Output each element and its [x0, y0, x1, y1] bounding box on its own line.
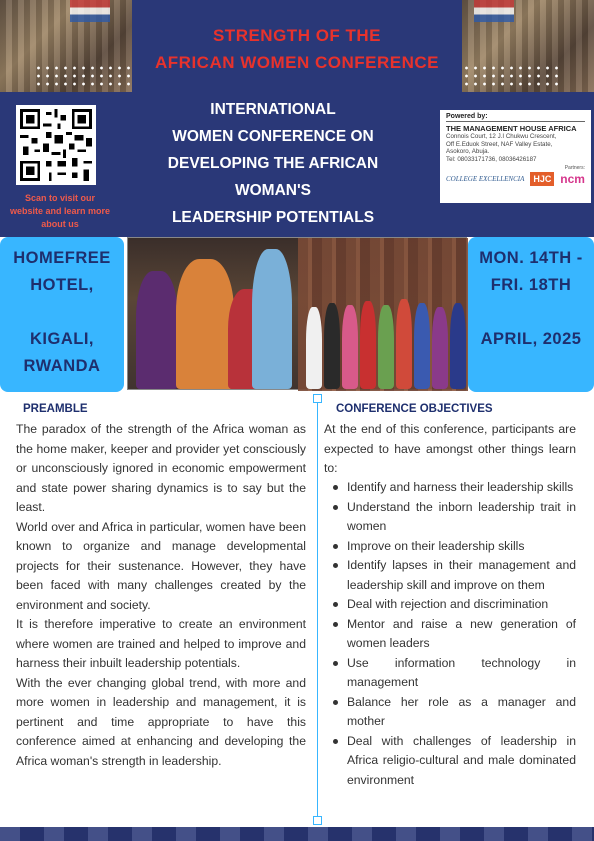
footer-banner [0, 827, 594, 841]
partners-label: Partners: [564, 165, 585, 171]
decorative-photo-right [462, 0, 594, 92]
preamble-heading: PREAMBLE [23, 403, 88, 415]
objective-item: Identify and harness their leadership skills [332, 478, 576, 498]
preamble-body [16, 420, 306, 771]
objective-item: Improve on their leadership skills [332, 537, 576, 557]
sponsor-address [446, 133, 585, 163]
date-line: MON. 14TH - [479, 249, 583, 267]
conference-subtitle [140, 96, 406, 258]
venue-line: RWANDA [23, 357, 101, 375]
group-photo [127, 237, 467, 390]
venue-line: KIGALI, [30, 330, 94, 348]
date-line: APRIL, 2025 [480, 330, 582, 348]
preamble-paragraph: The paradox of the strength of the Africa woman as the home maker, keeper and provider yet consciously or unconsciously ignored in economic empowerment and state power sharing dynamics is to say but the least. [16, 422, 306, 514]
dot-pattern [462, 64, 558, 88]
preamble-paragraph: It is therefore imperative to create an environment where women are trained and helped to improve and harness their inbuilt leadership potentials. [16, 617, 306, 670]
venue-panel [0, 237, 124, 392]
objectives-list [332, 478, 576, 790]
header-banner [0, 0, 594, 237]
dot-pattern [34, 64, 130, 88]
conference-title-line2: AFRICAN WOMEN CONFERENCE [155, 53, 439, 72]
dates-panel [468, 237, 594, 392]
college-excellencia-logo: COLLEGE EXCELLENCIA [446, 175, 525, 183]
column-divider [317, 398, 318, 822]
subtitle-line: INTERNATIONAL [210, 101, 336, 118]
subtitle-line: WOMEN CONFERENCE ON [172, 128, 374, 145]
objective-item: Identify lapses in their management and leadership skill and improve on them [332, 556, 576, 595]
sponsor-card [440, 110, 591, 203]
date-line: FRI. 18TH [490, 276, 572, 294]
venue-line: HOMEFREE [13, 249, 111, 267]
powered-by-label: Powered by: [446, 113, 585, 122]
subtitle-line: LEADERSHIP POTENTIALS [171, 209, 375, 226]
conference-title-line1: STRENGTH OF THE [212, 26, 382, 45]
partner-logos [446, 172, 585, 186]
sponsor-phone: Tel: 08033171736, 08036426187 [446, 155, 537, 163]
sponsor-org-name: THE MANAGEMENT HOUSE AFRICA [446, 124, 577, 133]
objective-item: Mentor and raise a new generation of women leaders [332, 615, 576, 654]
objective-item: Deal with challenges of leadership in Africa religio-cultural and male dominated environment [332, 732, 576, 791]
preamble-paragraph: World over and Africa in particular, women have been known to organize and manage developmental projects for their sustenance. However, they have been faced with many challenges created by the environment and society. [16, 519, 306, 612]
preamble-paragraph: With the ever changing global trend, with more and more women in leadership and management, it is pertinent and time appropriate to have this conference aimed at enhancing and developing the Africa woman's strength in leadership. [16, 675, 306, 768]
divider-marker-bottom [313, 816, 322, 825]
hjc-logo: HJC [530, 172, 554, 186]
venue-line: HOTEL, [30, 276, 94, 294]
ncm-logo: ncm [560, 172, 585, 186]
divider-marker-top [313, 394, 322, 403]
objective-item: Understand the inborn leadership trait in women [332, 498, 576, 537]
qr-code[interactable] [16, 105, 96, 185]
objectives-heading: CONFERENCE OBJECTIVES [336, 403, 493, 415]
address-line: Connois Court, 12 J.I Chukwu Crescent, [446, 133, 557, 140]
address-line: Off E.Eduok Street, NAF Valley Estate, [446, 140, 553, 148]
objectives-intro: At the end of this conference, participants are expected to have amongst other things learn to: [324, 422, 576, 475]
subtitle-line: DEVELOPING THE AFRICAN WOMAN'S [167, 155, 379, 199]
decorative-photo-left [0, 0, 132, 92]
address-line: Asokoro, Abuja. [446, 148, 490, 155]
objective-item: Deal with rejection and discrimination [332, 595, 576, 615]
objective-item: Balance her role as a manager and mother [332, 693, 576, 732]
qr-caption: Scan to visit our website and learn more about us [9, 193, 111, 229]
objective-item: Use information technology in management [332, 654, 576, 693]
